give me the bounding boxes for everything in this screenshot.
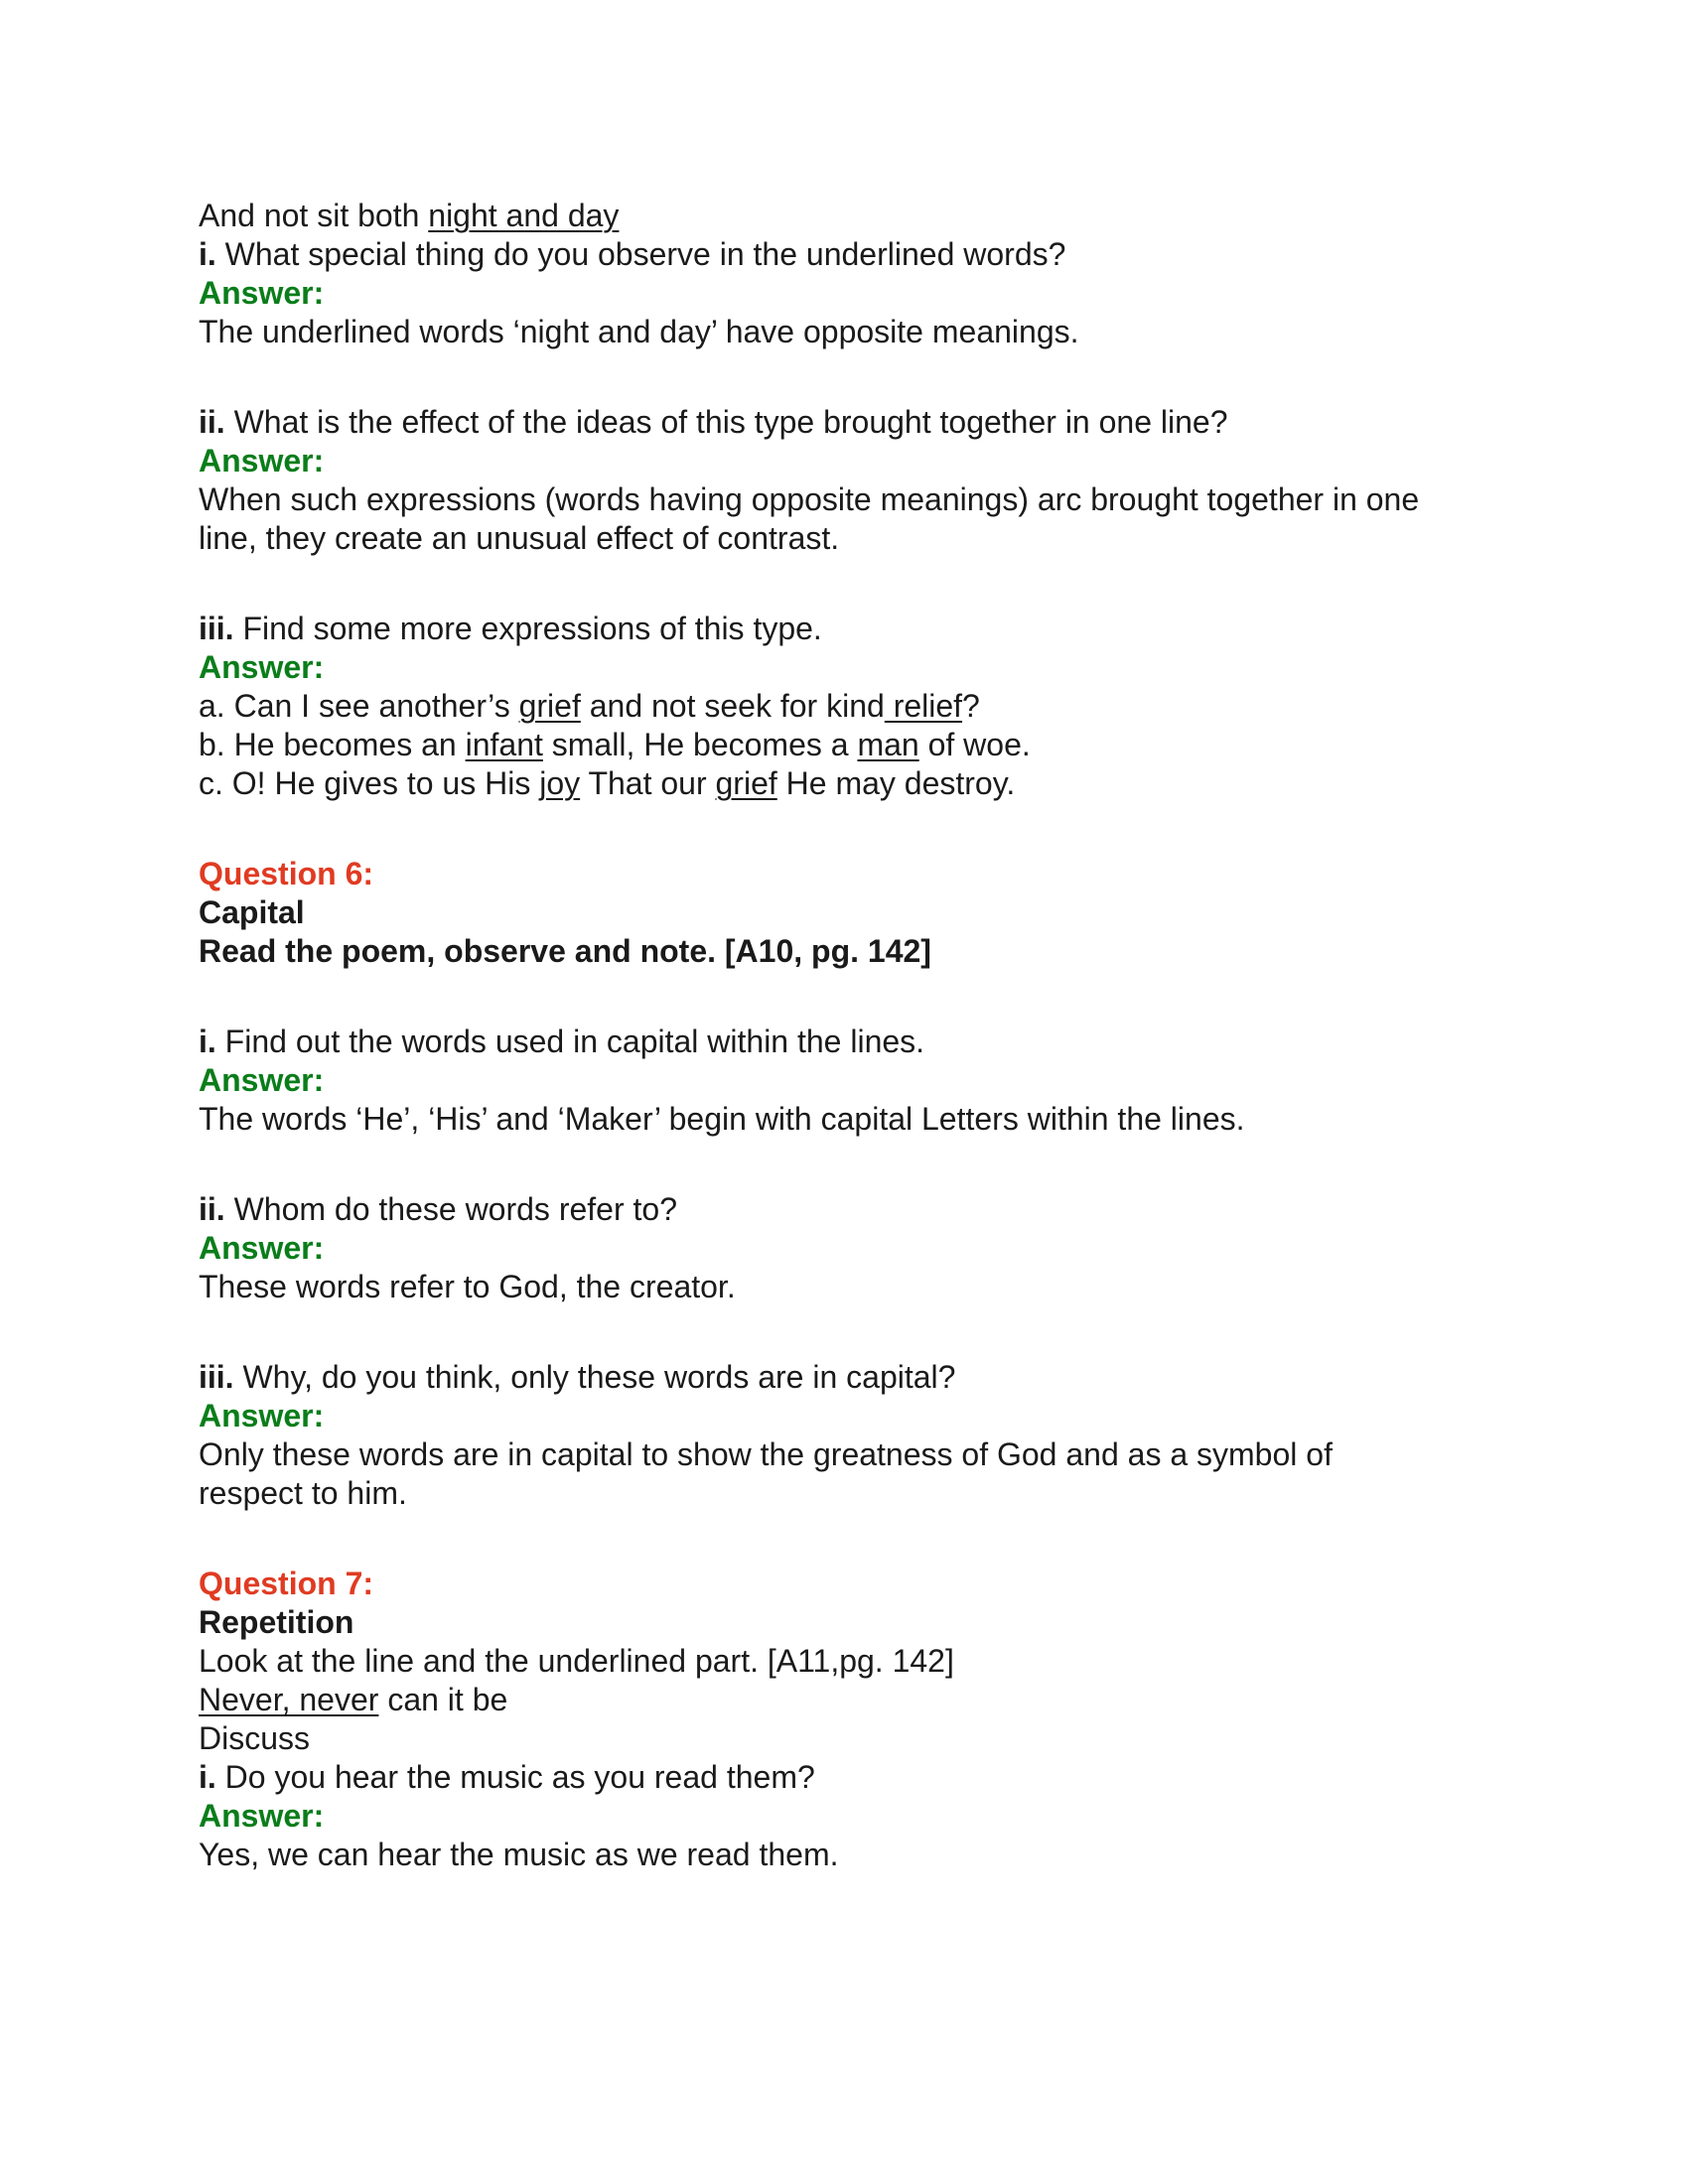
question-number: i.: [199, 236, 216, 272]
spacer: [199, 1306, 1489, 1358]
answer-text: Yes, we can hear the music as we read them.: [199, 1837, 839, 1872]
answer-text: These words refer to God, the creator.: [199, 1269, 736, 1304]
poem-line: [199, 1681, 1489, 1719]
question-item: [199, 610, 1489, 648]
answer-list-item: [199, 764, 1489, 803]
section-title: Repetition: [199, 1604, 354, 1640]
question-item: [199, 1023, 1489, 1061]
question-item: [199, 1190, 1489, 1229]
answer-text: respect to him.: [199, 1475, 407, 1511]
question-text: What is the effect of the ideas of this type brought together in one line?: [224, 404, 1228, 440]
question-text: Whom do these words refer to?: [224, 1191, 677, 1227]
answer-text: Only these words are in capital to show the greatness of God and as a symbol of: [199, 1436, 1333, 1472]
answer-text: He may destroy.: [776, 765, 1016, 801]
instruction-text: Look at the line and the underlined part. [A11,pg. 142]: [199, 1643, 954, 1679]
answer-label: Answer:: [199, 1062, 325, 1098]
question-number: ii.: [199, 404, 225, 440]
question-number: ii.: [199, 1191, 225, 1227]
question-item: [199, 1358, 1489, 1397]
question-text: Do you hear the music as you read them?: [215, 1759, 815, 1795]
poem-line-text: can it be: [378, 1682, 508, 1717]
answer-label: Answer:: [199, 649, 325, 685]
answer-text: of woe.: [918, 727, 1031, 762]
answer-label: Answer:: [199, 275, 325, 311]
underlined-word: grief: [715, 765, 777, 801]
answer-text: small, He becomes a: [542, 727, 858, 762]
answer-label: Answer:: [199, 1230, 325, 1266]
underlined-word: infant: [465, 727, 543, 762]
answer-text: The underlined words ‘night and day’ have opposite meanings.: [199, 314, 1079, 349]
answer-text: line, they create an unusual effect of contrast.: [199, 520, 840, 556]
question-heading: Question 6:: [199, 856, 374, 891]
spacer: [199, 1513, 1489, 1565]
question-heading: Question 7:: [199, 1566, 374, 1601]
question-text: Find some more expressions of this type.: [233, 611, 822, 646]
instruction-text: Read the poem, observe and note. [A10, pg. 142]: [199, 933, 931, 969]
spacer: [199, 803, 1489, 855]
answer-list-item: [199, 726, 1489, 764]
answer-text: The words ‘He’, ‘His’ and ‘Maker’ begin with capital Letters within the lines.: [199, 1101, 1245, 1137]
answer-list-item: [199, 687, 1489, 726]
answer-text: c. O! He gives to us His: [199, 765, 540, 801]
question-number: i.: [199, 1024, 216, 1059]
spacer: [199, 558, 1489, 610]
answer-text: That our: [580, 765, 716, 801]
section-title: Capital: [199, 894, 305, 930]
answer-text: and not seek for kind: [580, 688, 885, 724]
question-number: i.: [199, 1759, 216, 1795]
spacer: [199, 1139, 1489, 1190]
spacer: [199, 351, 1489, 403]
discuss-label: Discuss: [199, 1720, 311, 1756]
answer-label: Answer:: [199, 443, 325, 478]
spacer: [199, 971, 1489, 1023]
poem-line-text: And not sit both: [199, 198, 429, 233]
answer-text: b. He becomes an: [199, 727, 466, 762]
answer-text: When such expressions (words having opposite meanings) arc brought together in one: [199, 481, 1420, 517]
underlined-phrase: night and day: [428, 198, 620, 233]
poem-line: [199, 197, 1489, 235]
answer-label: Answer:: [199, 1398, 325, 1433]
question-number: iii.: [199, 611, 234, 646]
underlined-word: man: [857, 727, 919, 762]
underlined-phrase: Never, never: [199, 1682, 379, 1717]
question-text: Find out the words used in capital within the lines.: [215, 1024, 925, 1059]
question-item: [199, 1758, 1489, 1797]
question-item: [199, 403, 1489, 442]
answer-text: ?: [962, 688, 980, 724]
answer-label: Answer:: [199, 1798, 325, 1834]
underlined-word: grief: [518, 688, 581, 724]
question-number: iii.: [199, 1359, 234, 1395]
question-item: [199, 235, 1489, 274]
question-text: Why, do you think, only these words are in capital?: [233, 1359, 956, 1395]
underlined-word: relief: [884, 688, 963, 724]
answer-text: a. Can I see another’s: [199, 688, 519, 724]
underlined-word: joy: [539, 765, 581, 801]
question-text: What special thing do you observe in the underlined words?: [215, 236, 1066, 272]
document-page: [199, 197, 1489, 1874]
